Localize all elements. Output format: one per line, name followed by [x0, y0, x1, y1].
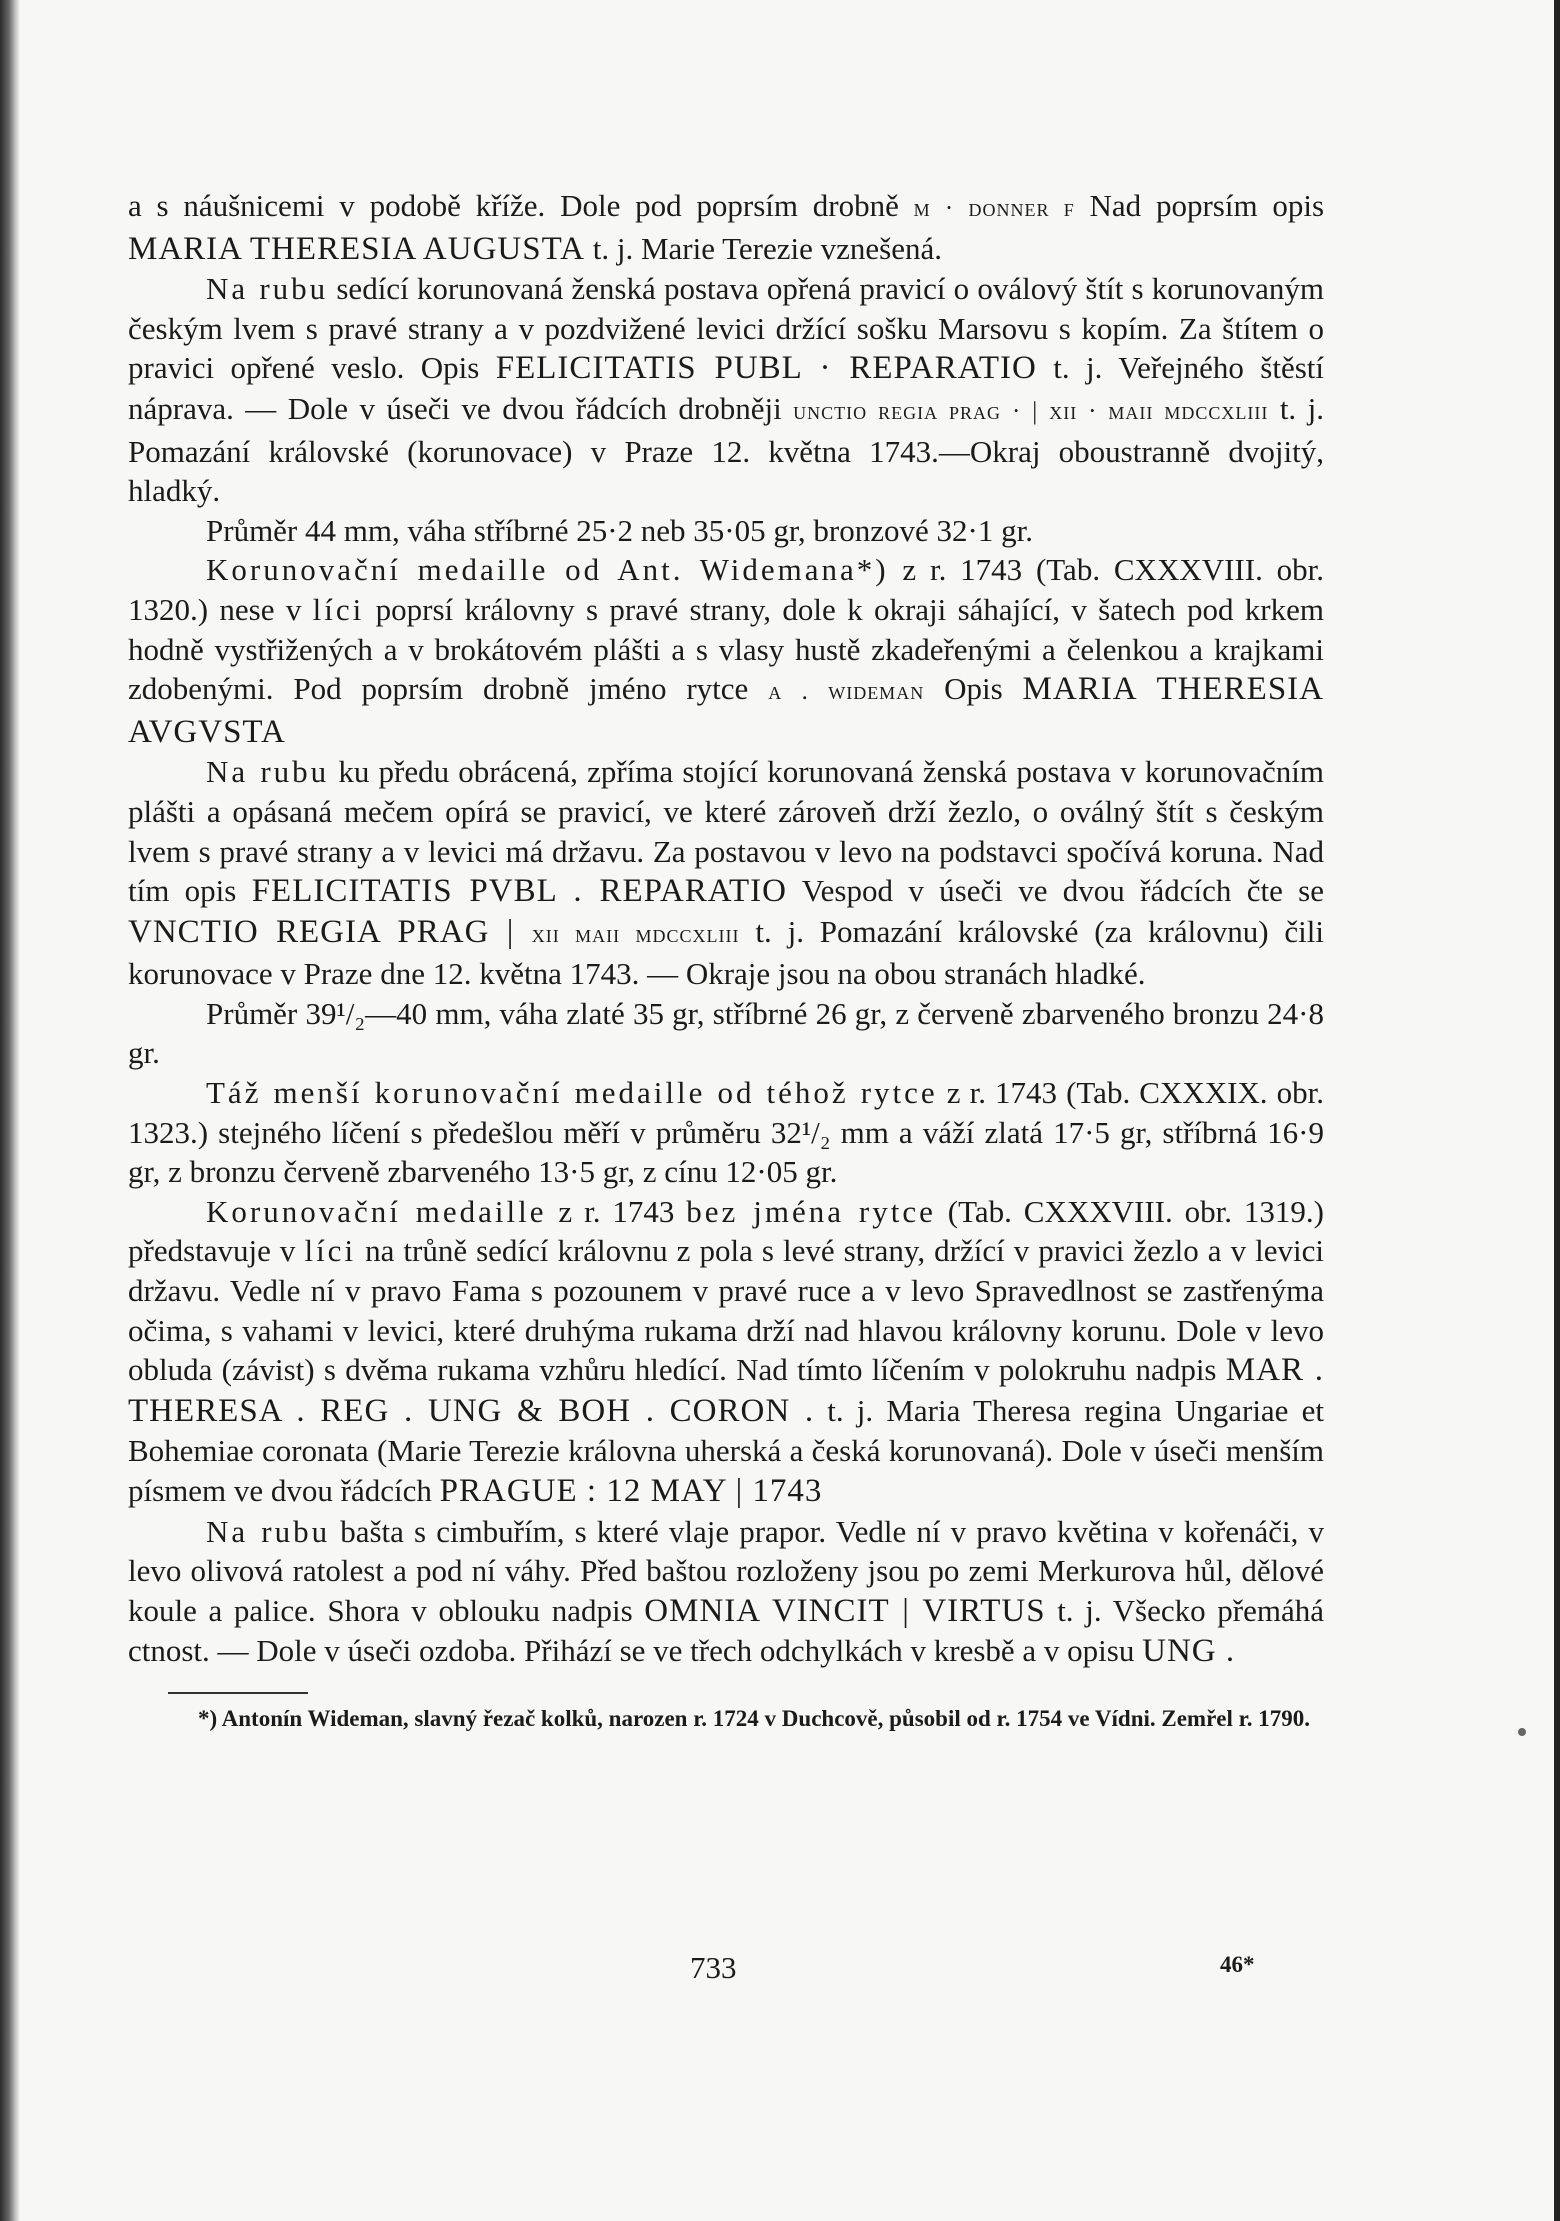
text-segment: xii maii mdccxliii	[531, 920, 740, 948]
text-segment: MARIA THERESIA AUGUSTA	[128, 230, 585, 267]
text-segment: ku předu obrácená, zpříma stojící korunovaná ženská postava v korunovačním plášti a opásaná mečem opírá se pravicí, ve které zároveň drží žezlo, o oválný štít s českým lvem s pravé strany a v levici má državu. Za postavou v levo na podstavci spočívá koruna. Nad tím opis	[128, 754, 1324, 909]
text-segment: t. j. Všecko přemáhá ctnost. — Dole v úseči ozdoba. Přihází se ve třech odchylkách v kresbě a v opisu	[128, 1592, 1324, 1669]
text-segment: z r. 1743 (Tab. CXXXIX. obr. 1323.) stejného líčení s předešlou měří v průměru 32¹/₂ mm a váží zlatá 17·5 gr, stříbrná 16·9 gr, z bronzu červeně zbarveného 13·5 gr, z cínu 12·05 gr.	[128, 1075, 1324, 1190]
text-segment: Na rubu	[206, 1513, 331, 1549]
book-binding-edge	[0, 0, 20, 2221]
text-segment: MARIA THERESIA AVGVSTA	[128, 671, 1324, 750]
text-segment: Korunovační medaille od Ant. Widemana*)	[206, 552, 889, 588]
text-segment: na trůně sedící královnu z pola s levé strany, držící v pravici žezlo a v levici državu. Vedle ní v pravo Fama s pozounem v pravé ruce a v levo Spravedlnost se zastřenýma očima, s vahami v levici, které druhýma rukama drží nad hlavou královny korunu. Dole v levo obluda (závist) s dvěma rukama vzhůru hledící. Nad tímto líčením v polokruhu nadpis	[128, 1233, 1324, 1388]
paragraph	[128, 269, 1324, 511]
text-segment: poprsí královny s pravé strany, dole k okraji sáhající, v šatech pod krkem hodně vystřižených a v brokátovém plášti a s vlasy hustě zkadeřenými a čelenkou a krajkami zdobenými. Pod poprsím drobně jméno rytce	[128, 591, 1325, 707]
text-segment: VNCTIO REGIA PRAG |	[128, 913, 532, 950]
text-segment: Táž menší korunovační medaille od téhož rytce	[206, 1075, 938, 1111]
page-right-edge	[1554, 0, 1560, 2221]
text-segment: UNG .	[1142, 1633, 1236, 1670]
text-segment: Na rubu	[206, 271, 329, 307]
text-segment: bez jména rytce	[686, 1193, 936, 1229]
paragraph	[128, 994, 1324, 1073]
page-body	[128, 186, 1324, 1735]
paragraph	[128, 511, 1324, 551]
text-segment: Průměr 44 mm, váha stříbrné 25·2 neb 35·05 gr, bronzové 32·1 gr.	[206, 512, 1033, 548]
paragraph	[128, 752, 1324, 994]
text-segment: sedící korunovaná ženská postava opřená pravicí o oválový štít s korunovaným českým lvem s pravé strany a v pozdvižené levici držící sošku Marsovu s kopím. Za štítem o pravici opřené veslo. Opis	[128, 271, 1324, 386]
text-segment: Opis	[924, 671, 1023, 707]
text-segment: t. j. Marie Terezie vznešená.	[584, 230, 942, 266]
signature-mark: 46*	[1220, 1952, 1255, 1977]
paragraph	[128, 1512, 1324, 1672]
text-segment: z r. 1743 (Tab. CXXXVIII. obr. 1320.) nese v	[128, 552, 1324, 627]
text-segment: MAR . THERESA . REG . UNG & BOH . CORON .	[128, 1352, 1324, 1429]
text-segment: a . wideman	[768, 678, 925, 706]
margin-dot	[1518, 1728, 1526, 1736]
paragraph	[128, 1192, 1324, 1512]
text-segment: Nad poprsím opis	[1074, 188, 1325, 223]
paragraph	[128, 186, 1324, 269]
text-segment: bašta s cimbuřím, s které vlaje prapor. Vedle ní v pravo květina v kořenáči, v levo olivová ratolest a pod ní váhy. Před baštou rozloženy jsou po zemi Merkurova hůl, dělové koule a palice. Shora v oblouku nadpis	[128, 1513, 1324, 1628]
text-segment: a s náušnicemi v podobě kříže. Dole pod poprsím drobně	[128, 188, 914, 223]
text-segment: t. j. Veřejného štěstí náprava. — Dole v úseči ve dvou řádcích drobněji	[128, 350, 1324, 426]
footnote: *) Antonín Wideman, slavný řezač kolků, narozen r. 1724 v Duchcově, působil od r. 1754 ve Vídni. Zemřel r. 1790.	[198, 1705, 1310, 1731]
paragraph	[128, 1073, 1324, 1192]
text-segment: líci	[312, 591, 365, 627]
paragraph	[128, 550, 1324, 752]
footnote-rule	[168, 1692, 308, 1694]
text-segment: unctio regia prag · | xii · maii mdccxliii	[793, 397, 1269, 425]
text-segment: FELICITATIS PUBL · REPARATIO	[495, 350, 1037, 387]
text-segment: Vespod v úseči ve dvou řádcích čte se	[786, 873, 1324, 909]
text-segment: t. j. Pomazání královské (korunovace) v Praze 12. května 1743.—Okraj oboustranně dvojitý, hladký.	[128, 390, 1324, 509]
text-segment: líci	[304, 1233, 357, 1269]
text-segment: Na rubu	[206, 754, 330, 790]
text-segment: t. j. Pomazání královské (za královnu) čili korunovace v Praze dne 12. května 1743. — Okraje jsou na obou stranách hladké.	[128, 913, 1324, 992]
page-number: 733	[690, 1950, 737, 1985]
text-body	[128, 186, 1324, 1672]
text-segment: PRAGUE : 12 MAY | 1743	[439, 1473, 823, 1509]
text-segment: z r. 1743	[546, 1193, 687, 1229]
text-segment: Průměr 39¹/₂—40 mm, váha zlaté 35 gr, stříbrné 26 gr, z červeně zbarveného bronzu 24·8 gr.	[128, 995, 1324, 1071]
text-segment: m · donner f	[913, 195, 1075, 222]
text-segment: (Tab. CXXXVIII. obr. 1319.) představuje v	[128, 1193, 1325, 1269]
text-segment: Korunovační medaille	[206, 1193, 547, 1229]
text-segment: t. j. Maria Theresa regina Ungariae et Bohemiae coronata (Marie Terezie královna uherská a česká korunovaná). Dole v úseči menším písmem ve dvou řádcích	[128, 1392, 1324, 1508]
text-segment: OMNIA VINCIT | VIRTUS	[644, 1592, 1046, 1629]
text-segment: FELICITATIS PVBL . REPARATIO	[251, 873, 787, 910]
